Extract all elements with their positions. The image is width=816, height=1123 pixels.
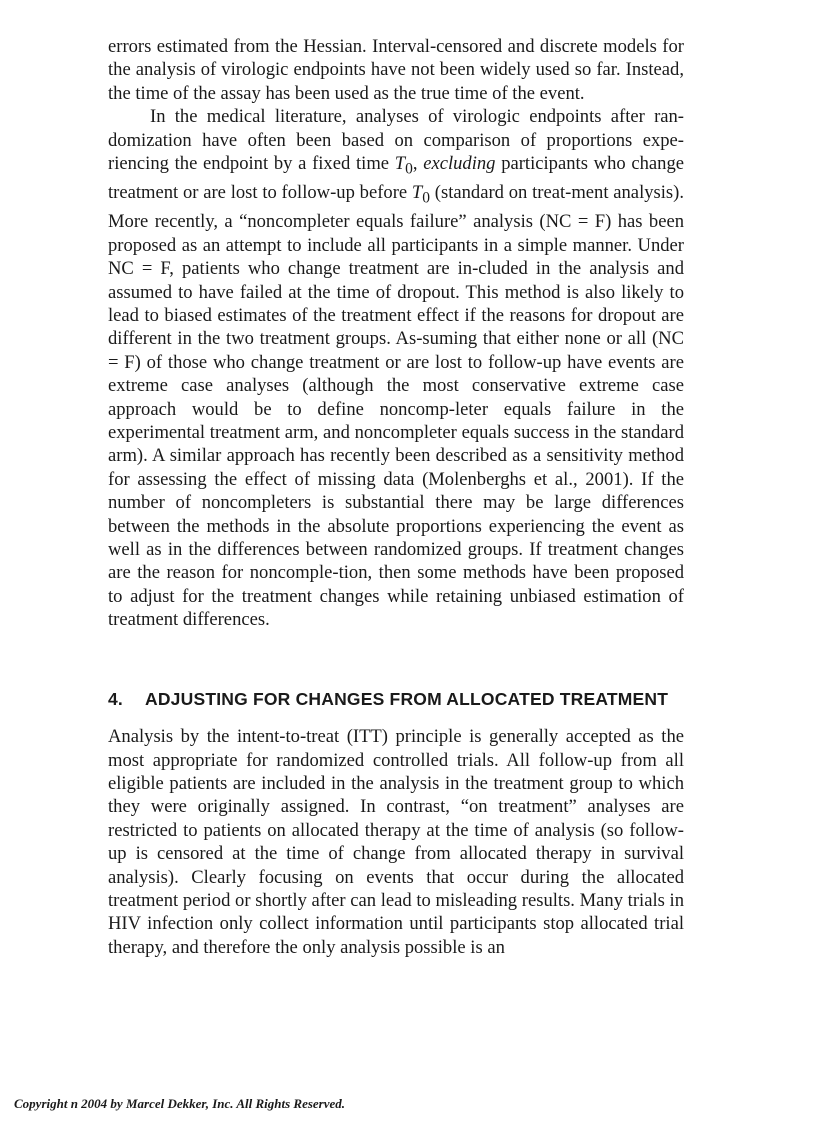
section-spacer: [108, 632, 684, 688]
paragraph-medical-literature: In the medical literature, analyses of virologic endpoints after ran-domization have often been based on comparison of proportions expe-riencing the endpoint by a fixed time $T_0$, excluding participants who change treatment or are lost to follow-up before $T_0$ (standard on treat-ment analysis). More recently, a “noncompleter equals failure” analysis (NC = F) has been proposed as an attempt to include all participants in a simple manner. Under NC = F, patients who change treatment are in-cluded in the analysis and assumed to have failed at the time of dropout. This method is also likely to lead to biased estimates of the treatment effect if the reasons for dropout are different in the two treatment groups. As-suming that either none or all (NC = F) of those who change treatment or are lost to follow-up have events are extreme case analyses (although the most conservative extreme case approach would be to define noncomp-leter equals failure in the experimental treatment arm, and noncompleter equals success in the standard arm). A similar approach has recently been described as a sensitivity method for assessing the effect of missing data (Molenberghs et al., 2001). If the number of noncompleters is substantial there may be large differences between the methods in the absolute proportions experiencing the event as well as in the differences between randomized groups. If treatment changes are the reason for noncomple-tion, then some methods have been proposed to adjust for the treatment changes while retaining unbiased estimation of treatment differences.: [108, 106, 685, 631]
section-heading: [108, 688, 684, 712]
copyright-footer: Copyright n 2004 by Marcel Dekker, Inc. All Rights Reserved.: [14, 1096, 346, 1111]
section-number: 4.: [108, 688, 123, 709]
page-body: [108, 35, 684, 959]
paragraph-hessian-errors: errors estimated from the Hessian. Interval-censored and discrete models for the analysis of virologic endpoints have not been widely used so far. Instead, the time of the assay has been used as the true time of the event.: [108, 36, 684, 104]
paragraph-intent-to-treat: Analysis by the intent-to-treat (ITT) principle is generally accepted as the most appropriate for randomized controlled trials. All follow-up from all eligible patients are included in the analysis in the treatment group to which they were originally assigned. In contrast, “on treatment” analyses are restricted to patients on allocated therapy at the time of analysis (so follow-up is censored at the time of change from allocated therapy in survival analysis). Clearly focusing on events that occur during the allocated treatment period or shortly after can lead to misleading results. Many trials in HIV infection only collect information until participants stop allocated trial therapy, and therefore the only analysis possible is an: [108, 726, 684, 958]
heading-spacer: [108, 711, 684, 725]
section-title: ADJUSTING FOR CHANGES FROM ALLOCATED TREATMENT: [145, 688, 669, 709]
